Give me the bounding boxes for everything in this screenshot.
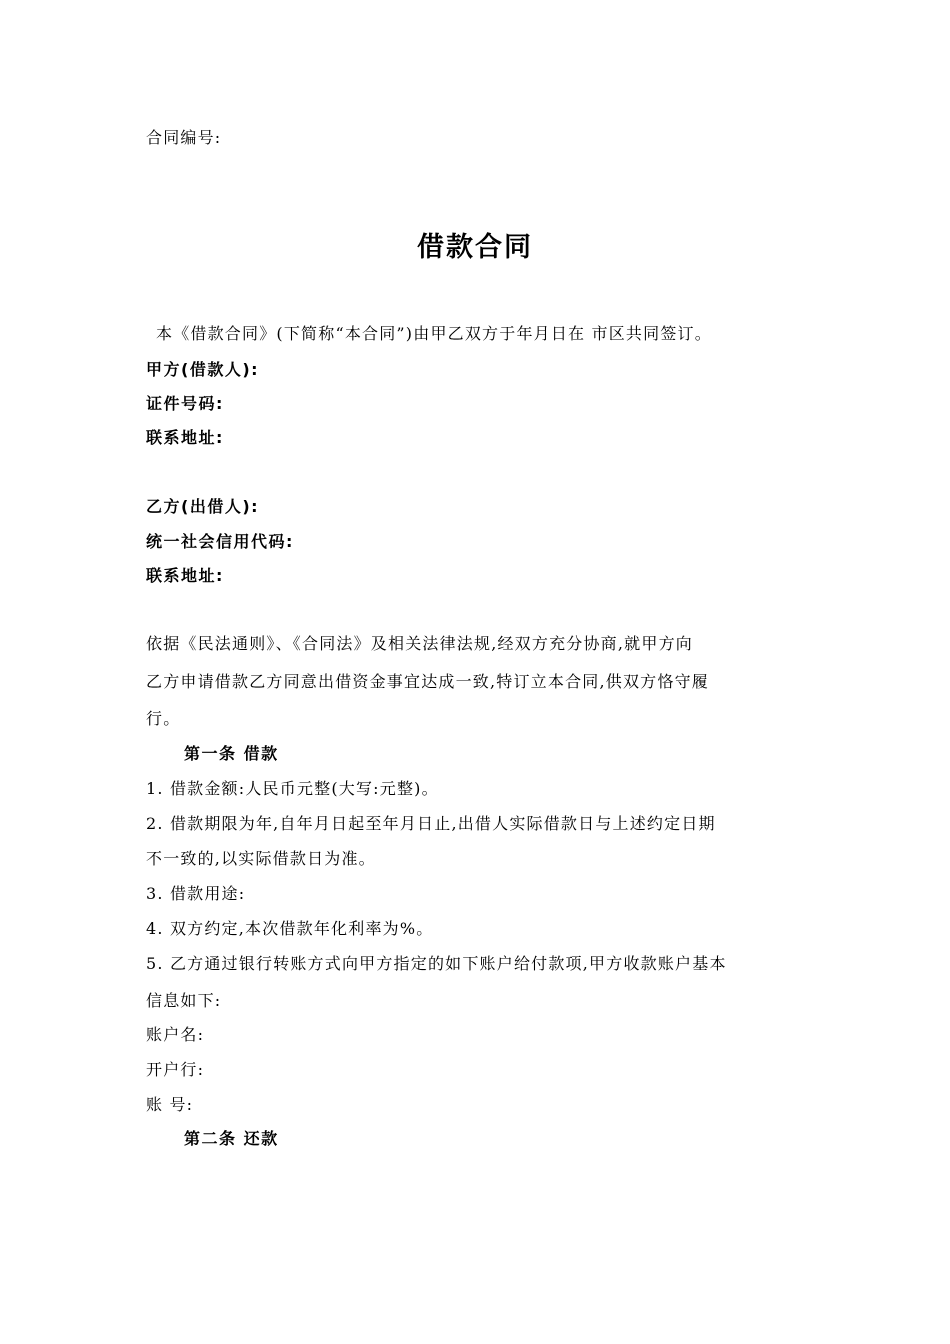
article-2-heading: 第二条 还款: [184, 1129, 279, 1148]
article-1-line: 不一致的,以实际借款日为准。: [146, 849, 376, 868]
preamble-line: 乙方申请借款乙方同意出借资金事宜达成一致,特订立本合同,供双方恪守履: [146, 672, 709, 691]
account-name-label: 账户名:: [146, 1025, 205, 1044]
party-a-id-label: 证件号码:: [146, 394, 224, 413]
article-1-line: 2. 借款期限为年,自年月日起至年月日止,出借人实际借款日与上述约定日期: [146, 814, 716, 833]
article-1-line: 4. 双方约定,本次借款年化利率为%。: [146, 919, 434, 938]
article-1-line: 1. 借款金额:人民币元整(大写:元整)。: [146, 779, 439, 798]
document-title: 借款合同: [417, 232, 533, 263]
party-b-credit-code-label: 统一社会信用代码:: [146, 532, 294, 551]
account-number-label: 账 号:: [146, 1095, 194, 1114]
article-1-line: 5. 乙方通过银行转账方式向甲方指定的如下账户给付款项,甲方收款账户基本: [146, 954, 727, 973]
party-a-address-label: 联系地址:: [146, 428, 224, 447]
bank-label: 开户行:: [146, 1060, 205, 1079]
preamble-line: 依据《民法通则》、《合同法》及相关法律法规,经双方充分协商,就甲方向: [146, 634, 693, 653]
article-1-line: 3. 借款用途:: [146, 884, 246, 903]
intro-paragraph: 本《借款合同》(下简称“本合同”)由甲乙双方于年月日在 市区共同签订。: [156, 324, 712, 343]
contract-number-label: 合同编号:: [146, 128, 222, 147]
article-1-heading: 第一条 借款: [184, 744, 279, 763]
preamble-line: 行。: [146, 709, 181, 728]
party-b-heading: 乙方(出借人):: [146, 497, 260, 516]
party-a-heading: 甲方(借款人):: [146, 360, 260, 379]
party-b-address-label: 联系地址:: [146, 566, 224, 585]
article-1-line: 信息如下:: [146, 991, 222, 1010]
